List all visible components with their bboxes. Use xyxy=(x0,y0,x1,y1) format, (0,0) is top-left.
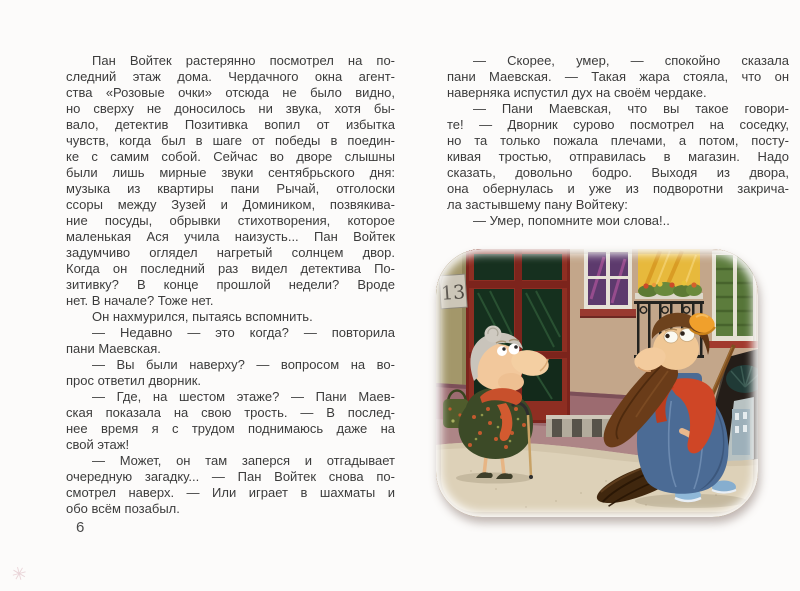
house-number: 13 xyxy=(440,281,466,305)
text-line: вало, детектив Позитивка вопил от избытка xyxy=(66,117,395,132)
paragraph xyxy=(66,309,395,325)
paragraph xyxy=(447,213,789,229)
text-line: свой этаж! xyxy=(66,437,130,452)
text-line: пани Маевская. xyxy=(66,341,161,356)
right-page-text xyxy=(447,53,789,229)
paragraph xyxy=(66,453,395,517)
text-line: — Где, на шестом этаже? — Пани Маев- xyxy=(92,389,395,404)
text-line: но та только пожала плечами, а потом, посту- xyxy=(447,133,789,148)
text-line: наверняка испустил дух на своём чердаке. xyxy=(447,85,707,100)
text-line: кивая тростью, отправилась в магазин. Надо xyxy=(447,149,789,164)
watermark-mark: ✳ xyxy=(9,562,30,586)
page-number: 6 xyxy=(76,519,86,536)
paragraph xyxy=(66,357,395,389)
house-number-plaque xyxy=(439,274,467,309)
text-line: были лишь мирные звуки сентябрьского дня: xyxy=(66,165,395,180)
text-line: очередную загадку... — Пан Войтек снова по- xyxy=(66,469,395,484)
text-line: маленькая Ася учила наизусть... Пан Войтек xyxy=(66,229,395,244)
courtyard-scene xyxy=(436,249,758,517)
paragraph xyxy=(66,325,395,357)
text-line: — Может, он там заперся и отгадывает xyxy=(92,453,395,468)
text-line: ская показала на свою трость. — В послед- xyxy=(66,405,395,420)
text-line: — Недавно — это когда? — повторила xyxy=(92,325,395,340)
text-line: ссоры между Зузей и Домиником, позвякива- xyxy=(66,197,395,212)
paragraph xyxy=(66,389,395,453)
text-line: — Пани Маевская, что вы такое говори- xyxy=(473,101,789,116)
text-line: пани Маевская. — Такая жара стояла, что он xyxy=(447,69,789,84)
text-line: чувств, когда был в шаге от победы в поедин- xyxy=(66,133,395,148)
text-line: Когда он последний раз видел детектива По- xyxy=(66,261,395,276)
purple-window xyxy=(580,249,636,318)
text-line: — Скорее, умер, — спокойно сказала xyxy=(473,53,789,68)
text-line: — Умер, попомните мои слова!.. xyxy=(473,213,670,228)
courtyard-illustration xyxy=(436,249,758,517)
text-line: ке с самим собой. Сейчас во дворе слышны xyxy=(66,149,395,164)
text-line: — Вы были наверху? — вопросом на во- xyxy=(92,357,395,372)
text-line: ства «Розовые очки» отсюда не было видно, xyxy=(66,85,395,100)
shadow xyxy=(456,473,532,484)
text-line: обо всём позабыл. xyxy=(66,501,180,516)
text-line: ла застывшему пану Войтеку: xyxy=(447,197,628,212)
text-line: зитивку? В конце прошлой недели? Вроде xyxy=(66,277,395,292)
text-line: Пан Войтек растерянно посмотрел на по- xyxy=(92,53,395,68)
text-line: сказать, довольно бодро. Выходя из двора, xyxy=(447,165,789,180)
paragraph xyxy=(447,53,789,101)
text-line: музыка из квартиры пани Рычай, отголоски xyxy=(66,181,395,196)
left-page-text xyxy=(66,53,395,517)
paragraph xyxy=(447,101,789,213)
text-line: нее время я с трудом поднимаюсь даже на xyxy=(66,421,395,436)
text-line: но сверху не доносилось ни звука, хотя бы- xyxy=(66,101,395,116)
text-line: Он нахмурился, пытаясь вспомнить. xyxy=(92,309,313,324)
green-window xyxy=(708,251,758,348)
text-line: задумчиво оглядел нагретый солнцем двор. xyxy=(66,245,395,260)
text-line: следний этаж дома. Чердачного окна агент- xyxy=(66,69,395,84)
text-line: нет. В начале? Тоже нет. xyxy=(66,293,214,308)
text-line: прос ответил дворник. xyxy=(66,373,202,388)
text-line: смотрел наверх. — Или играет в шахматы и xyxy=(66,485,395,500)
paragraph xyxy=(66,53,395,309)
text-line: ние посуды, обрывки стихотворения, которое xyxy=(66,213,395,228)
text-line: она обернулась и уже из подворотни закрича- xyxy=(447,181,789,196)
text-line: те! — Дворник сурово посмотрел на соседку, xyxy=(447,117,789,132)
